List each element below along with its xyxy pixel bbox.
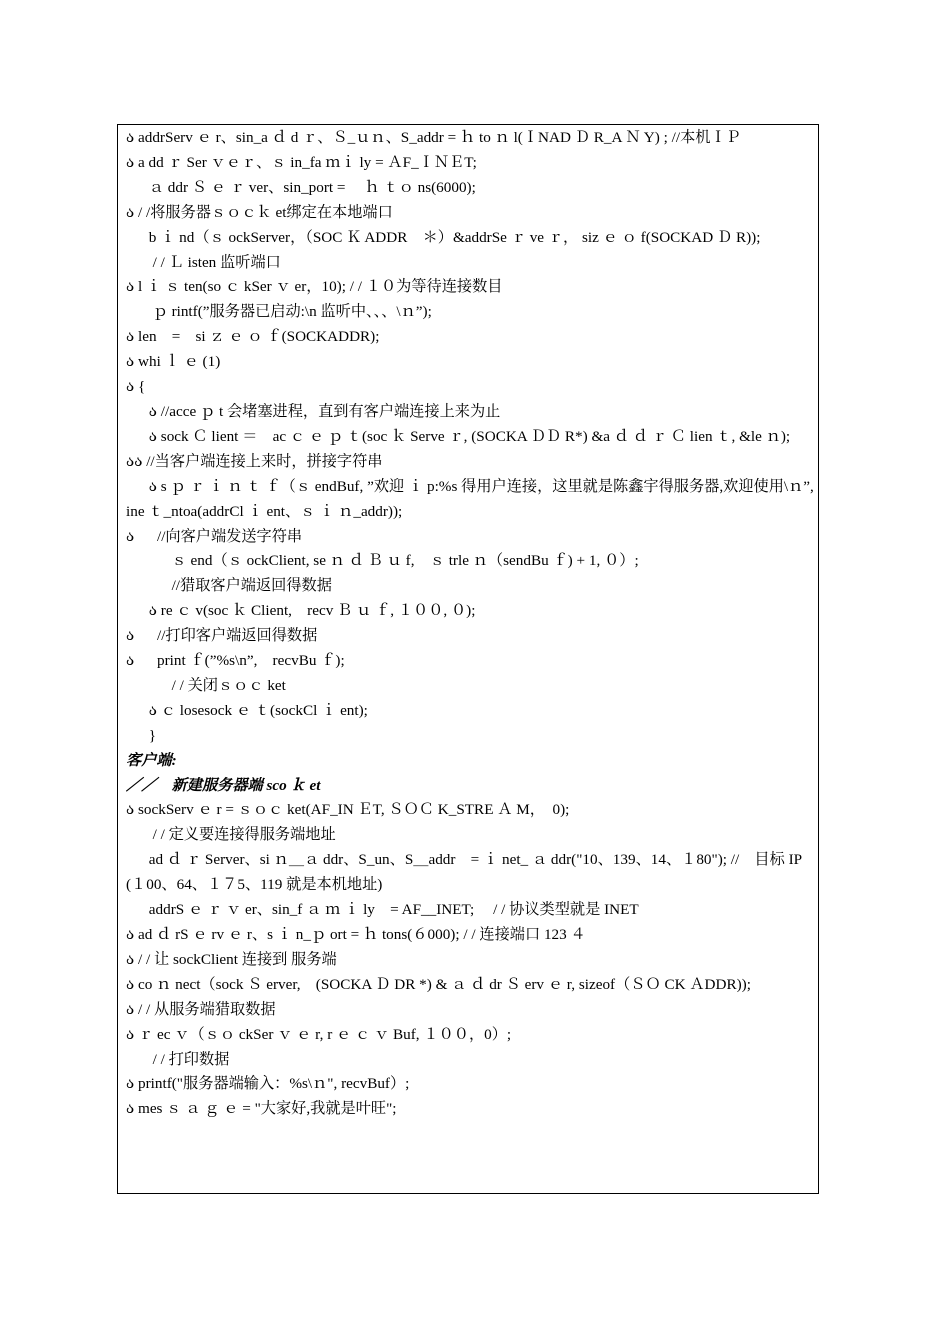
- code-line: //猎取客户端返回得数据: [126, 577, 332, 595]
- code-line: ა / / 让 sockClient 连接到 服务端: [126, 950, 337, 968]
- code-line: / / Ｌ isten 监听端口: [126, 253, 281, 271]
- code-line: ა ad ｄ rS ｅ rv ｅ r、s ｉ n_ｐ ort = ｈ tons(６000); / / 连接端口 123 ４: [126, 926, 586, 943]
- code-line: addrS ｅ ｒ ｖ er、sin_f ａ ｍ ｉ ly = AF__INET; / / 协议类型就是 INET: [126, 901, 639, 919]
- code-line: ა / / 从服务端猎取数据: [126, 1000, 276, 1018]
- code-line: ｓ end（ｓ ockClient, se ｎ ｄ Ｂ ｕ f, ｓ trle ｎ（sendBu ｆ) + 1, ０）;: [126, 552, 639, 570]
- code-line: ა len = si ｚ ｅ ｏ ｆ(SOCKADDR);: [126, 328, 380, 346]
- code-line: ა //acce ｐ t 会堵塞进程，直到有客户端连接上来为止: [126, 402, 501, 420]
- code-line: ა sockServ ｅ r = ｓｏｃ ket(AF_IN ＥT, ＳＯＣ K_STRE Ａ M， 0);: [126, 801, 570, 819]
- code-line: ｐ rintf(”服务器已启动:\n 监听中、、、\ｎ”);: [126, 303, 432, 321]
- client-section-heading: 客户端:: [126, 751, 177, 769]
- code-line: / / 关闭ｓｏｃ ket: [126, 676, 286, 694]
- code-line: }: [126, 726, 157, 744]
- code-line: ა //向客户端发送字符串: [126, 527, 303, 545]
- code-line: / / 打印数据: [126, 1050, 230, 1068]
- code-line: ა a dd ｒ Ser ｖｅｒ、ｓ in_fa ｍｉ ly = ＡF_ＩＮＥT;: [126, 153, 477, 171]
- code-line: ა ｒ ec ｖ（ｓｏ ckSer ｖ ｅ r, r ｅ ｃ ｖ Buf, １００，0）;: [126, 1025, 512, 1043]
- code-line: ad ｄ ｒ Server、si ｎ＿ａ ddr、S_un、S＿addr = ｉ net_ ａ ddr("10、139、14、１80"); // 目标 IP (１00、64、１７5、119 就是本机地址): [126, 851, 806, 894]
- code-line: ა printf("服务器端输入：%s\ｎ", recvBuf）;: [126, 1075, 410, 1093]
- code-line: ა whi ｌ ｅ (1): [126, 353, 221, 371]
- code-line: ａ ddr Ｓ ｅ ｒ ver、sin_port = ｈ ｔｏ ns(6000);: [126, 178, 476, 196]
- code-line: ა ｃ losesock ｅ ｔ(sockCl ｉ ent);: [126, 701, 368, 719]
- code-line: ა / /将服务器ｓｏｃｋ et绑定在本地端口: [126, 203, 393, 221]
- code-line: ა re ｃ v(soc ｋ Client, recv Ｂ ｕ ｆ, １００, ０);: [126, 602, 476, 620]
- code-line: აა //当客户端连接上来时，拼接字符串: [126, 452, 383, 470]
- code-line: ა addrServ ｅ r、sin_a ｄ d ｒ、Ｓ_ｕｎ、S_addr = ｈ to ｎ l(ＩNAD Ｄ R_A Ｎ Y) ; //本机ＩＰ: [126, 129, 741, 146]
- code-line: ა print ｆ(”%s\n”, recvBu ｆ);: [126, 652, 345, 670]
- code-line: / / 定义要连接得服务端地址: [126, 826, 336, 844]
- code-line: ა s ｐ ｒ ｉ ｎ ｔ ｆ（ｓ endBuf, ”欢迎 ｉ p:%s 得用户连接，这里就是陈鑫宇得服务器,欢迎使用\ｎ”, ine ｔ_ntoa(addrCl ｉ ent、ｓ ｉ ｎ_addr));: [126, 477, 818, 520]
- code-line: ა mes ｓ ａ ｇ ｅ = "大家好,我就是叶旺";: [126, 1100, 397, 1118]
- code-line: ა //打印客户端返回得数据: [126, 627, 318, 645]
- code-line: ა l ｉ ｓ ten(so ｃ kSer ｖ er，10); / / １０为等待连接数目: [126, 278, 503, 296]
- code-line: ა {: [126, 378, 146, 396]
- code-line: b ｉ nd（ｓ ockServer，（SOC Ｋ ADDR ＊）&addrSe ｒ ve ｒ， siz ｅ ｏ f(SOCKAD Ｄ R));: [126, 228, 761, 246]
- code-listing: [126, 126, 816, 1122]
- code-line: ა co ｎ nect（sock Ｓ erver, (SOCKA Ｄ DR *) & ａ ｄ dr Ｓ erv ｅ r, sizeof（ＳＯ CK ＡDDR));: [126, 975, 751, 993]
- code-line: ა sock Ｃ lient ＝ ac ｃ ｅ ｐ ｔ(soc ｋ Serve ｒ, (SOCKA ＤＤ R*) &a ｄ ｄ ｒ Ｃ lien ｔ, &le ｎ);: [126, 427, 791, 445]
- client-section-comment: ／／ 新建服务器端 sco ｋ et: [126, 776, 321, 794]
